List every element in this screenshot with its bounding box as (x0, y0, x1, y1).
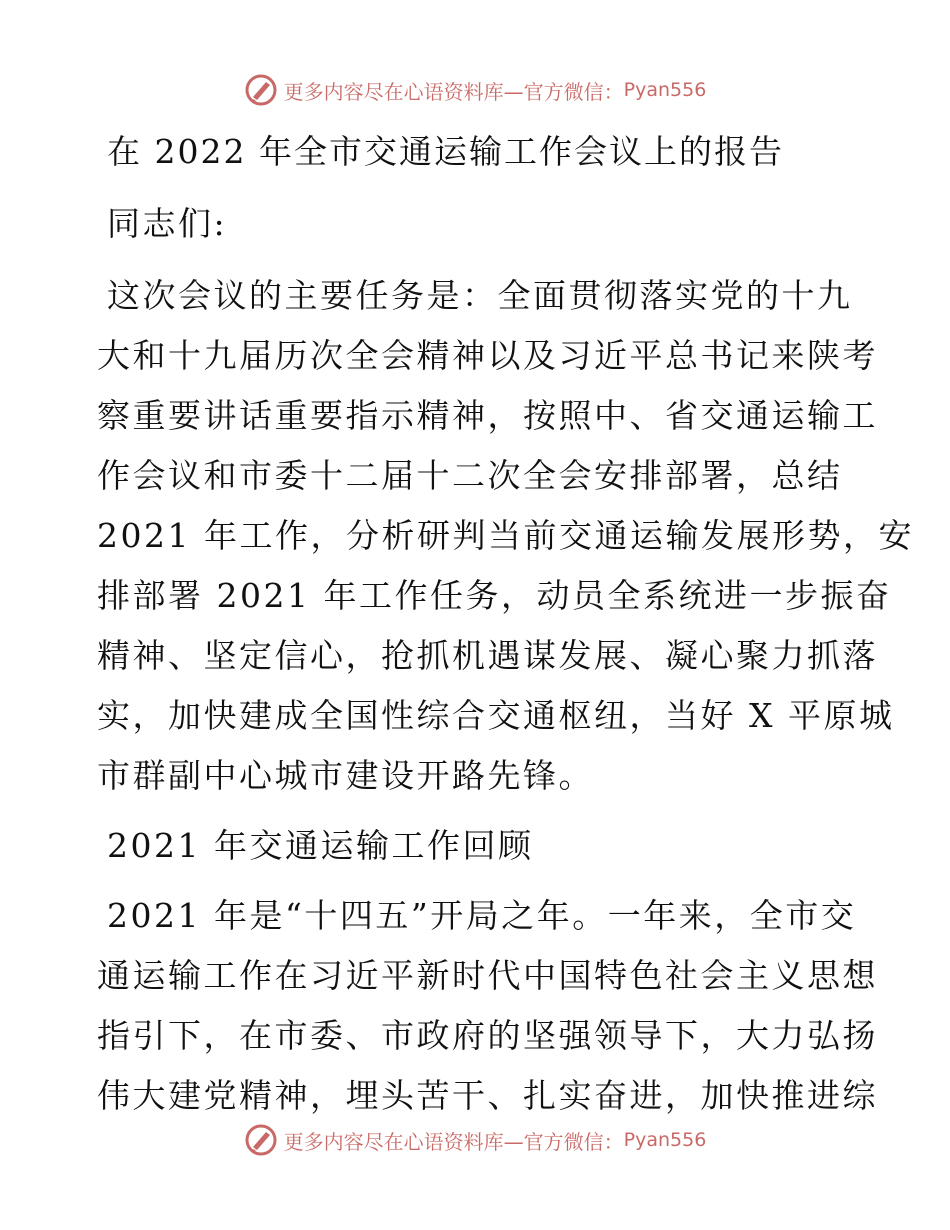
paragraph-2 (97, 886, 878, 1126)
watermark-wechat-id: Pyan556 (623, 79, 707, 101)
logo-icon (244, 73, 278, 107)
paragraph-line: 大和十九届历次全会精神以及习近平总书记来陕考 (97, 336, 878, 375)
watermark-footer (0, 1120, 950, 1160)
paragraph-1 (97, 266, 914, 806)
paragraph-line: 精神、坚定信心，抢抓机遇谋发展、凝心聚力抓落 (97, 636, 878, 675)
paragraph-line: 2021 年是“十四五”开局之年。一年来，全市交 (107, 896, 857, 935)
watermark-header (0, 70, 950, 110)
paragraph-line: 实，加快建成全国性综合交通枢纽，当好 X 平原城 (97, 696, 895, 735)
section-heading: 2021 年交通运输工作回顾 (107, 826, 534, 865)
watermark-text: 更多内容尽在心语资料库—官方微信： (283, 79, 624, 104)
paragraph-line: 市群副中心城市建设开路先锋。 (97, 756, 594, 795)
paragraph-line: 这次会议的主要任务是：全面贯彻落实党的十九 (107, 276, 853, 315)
watermark-text: 更多内容尽在心语资料库—官方微信： (283, 1129, 624, 1154)
logo-icon (244, 1123, 278, 1157)
paragraph-line: 伟大建党精神，埋头苦干、扎实奋进，加快推进综 (97, 1076, 878, 1115)
paragraph-line: 作会议和市委十二届十二次全会安排部署，总结 (97, 456, 843, 495)
watermark-wechat-id: Pyan556 (623, 1129, 707, 1151)
paragraph-line: 察重要讲话重要指示精神，按照中、省交通运输工 (97, 396, 878, 435)
document-title: 在 2022 年全市交通运输工作会议上的报告 (107, 132, 784, 171)
paragraph-line: 2021 年工作，分析研判当前交通运输发展形势，安 (97, 516, 914, 555)
paragraph-line: 指引下，在市委、市政府的坚强领导下，大力弘扬 (97, 1016, 878, 1055)
paragraph-line: 通运输工作在习近平新时代中国特色社会主义思想 (97, 956, 878, 995)
salutation: 同志们: (107, 204, 228, 243)
paragraph-line: 排部署 2021 年工作任务，动员全系统进一步振奋 (97, 576, 892, 615)
document-body (97, 122, 914, 1126)
